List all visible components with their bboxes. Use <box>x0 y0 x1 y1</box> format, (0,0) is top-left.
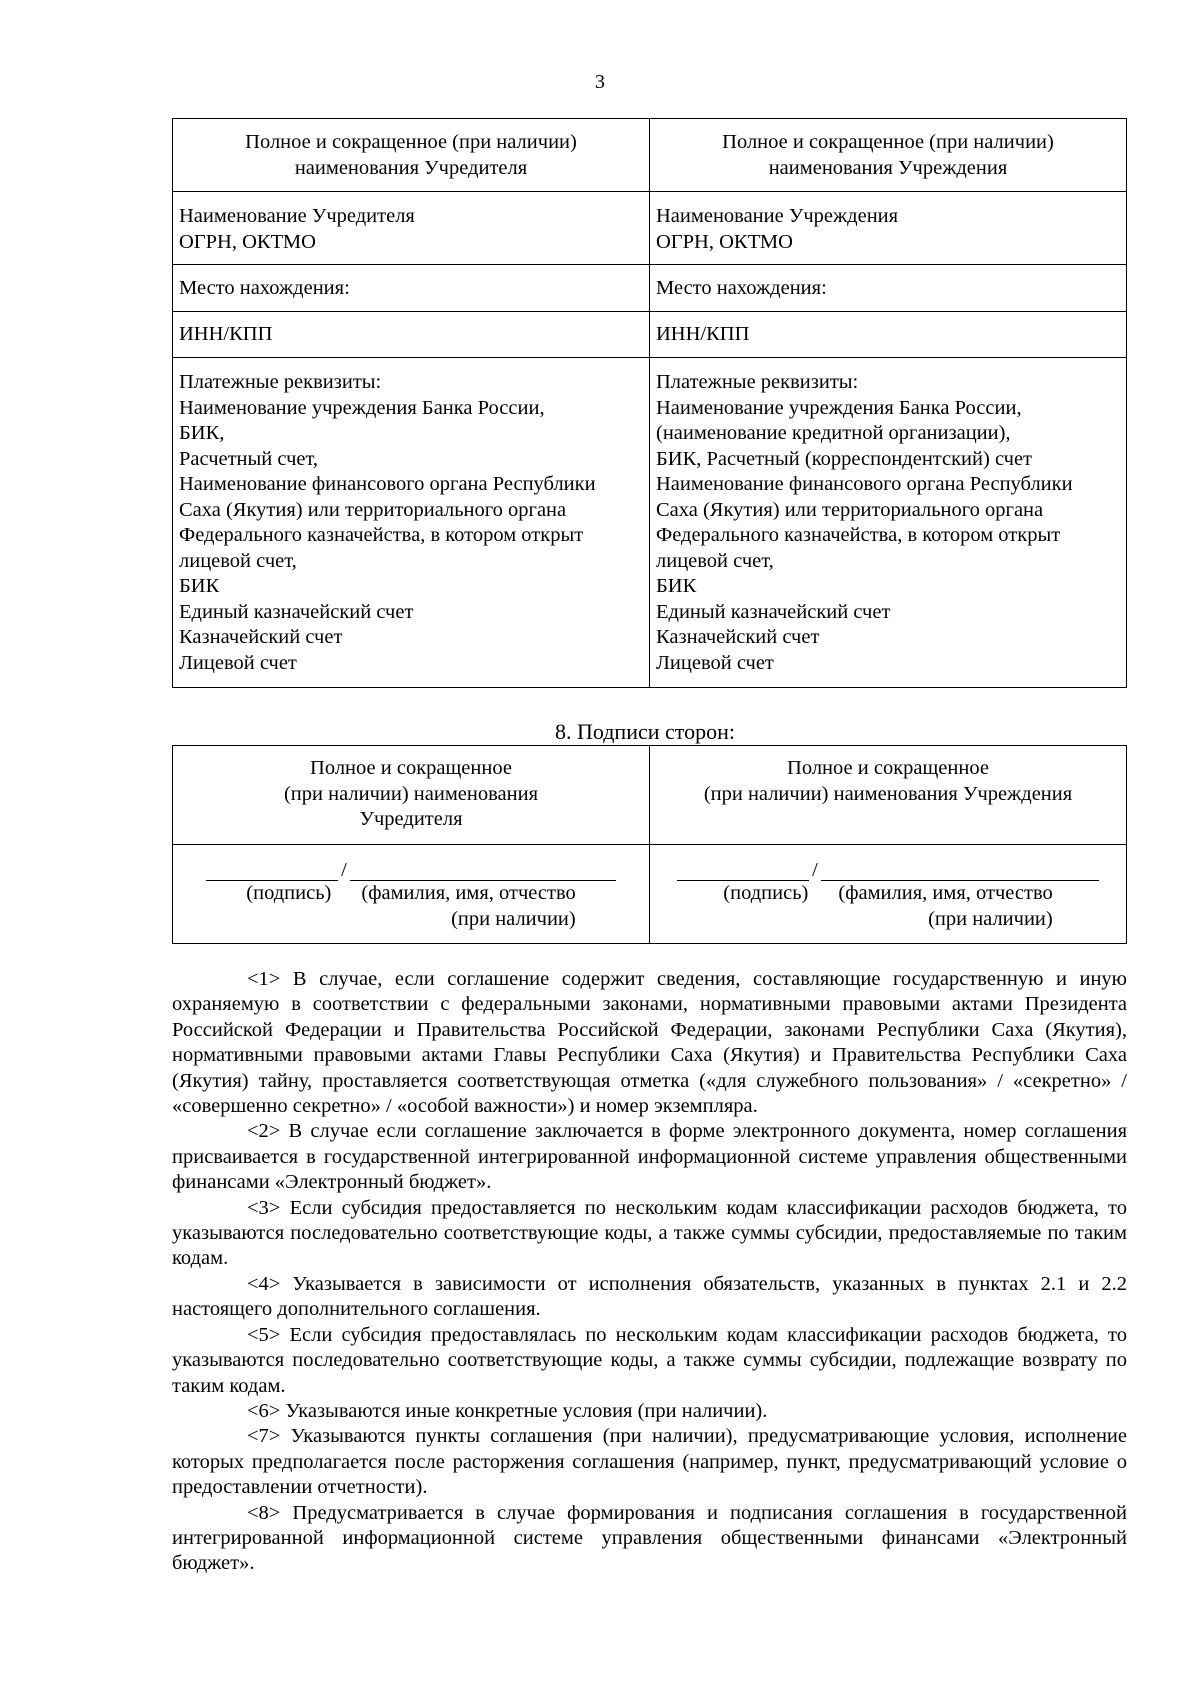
full-name-caption <box>361 881 575 932</box>
founder-signature-line <box>179 855 643 881</box>
institution-payment-cell <box>650 358 1127 688</box>
full-name-caption-line: (при наличии) <box>928 907 1053 930</box>
institution-signature-cell <box>650 845 1127 944</box>
institution-header-cell <box>650 119 1127 192</box>
requisites-inn-row <box>173 312 1127 358</box>
signature-slash: / <box>812 859 818 881</box>
founder-signature-header-line: Полное и сокращенное <box>310 757 512 779</box>
payment-line: Платежные реквизиты: <box>179 371 382 393</box>
founder-name-cell <box>173 192 650 265</box>
payment-line: Платежные реквизиты: <box>656 371 859 393</box>
founder-signature-captions <box>179 881 643 932</box>
institution-ogrn-line: ОГРН, ОКТМО <box>656 230 793 253</box>
footnote-3: <3> Если субсидия предоставляется по нескольким кодам классификации расходов бюджета, то указываются последовательно соответствующие коды, а также суммы субсидии, предоставляемые по таким кодам. <box>172 1196 1127 1270</box>
payment-line: Казначейский счет <box>656 626 820 648</box>
payment-line: Федерального казначейства, в котором открыт <box>179 524 584 546</box>
footnote-4: <4> Указывается в зависимости от исполнения обязательств, указанных в пунктах 2.1 и 2.2 настоящего дополнительного соглашения. <box>172 1272 1127 1321</box>
institution-header-line: наименования Учреждения <box>768 156 1008 179</box>
institution-signature-captions <box>656 881 1120 932</box>
requisites-header-row <box>173 119 1127 192</box>
payment-line: Казначейский счет <box>179 626 343 648</box>
page-number: 3 <box>595 71 605 93</box>
founder-inn-cell: ИНН/КПП <box>173 312 650 358</box>
institution-name-line: Наименование Учреждения <box>656 205 899 227</box>
institution-name-cell <box>650 192 1127 265</box>
full-name-caption <box>838 881 1052 932</box>
payment-line: Единый казначейский счет <box>656 600 891 623</box>
payment-line: Саха (Якутия) или территориального органа <box>179 498 567 521</box>
institution-inn-cell: ИНН/КПП <box>650 312 1127 358</box>
institution-signature-header <box>650 746 1127 845</box>
requisites-payment-row <box>173 358 1127 688</box>
signatures-table <box>172 745 1127 944</box>
footnote-8: <8> Предусматривается в случае формирования и подписания соглашения в государственной интегрированной информационной системе управления общественными финансами «Электронный бюджет». <box>172 1501 1127 1575</box>
full-name-caption-line: (при наличии) <box>451 907 576 930</box>
full-name-caption-line: (фамилия, имя, отчество <box>361 882 576 904</box>
payment-line: Наименование учреждения Банка России, <box>179 396 545 419</box>
founder-header-cell <box>173 119 650 192</box>
requisites-table <box>172 118 1127 688</box>
signature-slash: / <box>341 859 347 881</box>
founder-signature-header-line: Учредителя <box>359 808 463 830</box>
payment-line: (наименование кредитной организации), <box>656 422 1011 444</box>
signature-underline <box>677 860 809 881</box>
founder-name-line: Наименование Учредителя <box>179 205 415 227</box>
full-name-underline <box>350 860 616 881</box>
payment-line: Саха (Якутия) или территориального органа <box>656 498 1044 521</box>
payment-line: Единый казначейский счет <box>179 600 414 623</box>
signatures-header-row <box>173 746 1127 845</box>
full-name-underline <box>821 860 1099 881</box>
payment-line: Федерального казначейства, в котором открыт <box>656 524 1061 546</box>
institution-signature-line <box>656 855 1120 881</box>
founder-header-line: наименования Учредителя <box>294 156 528 179</box>
payment-line: Лицевой счет <box>656 651 774 674</box>
payment-line: БИК <box>656 575 697 597</box>
institution-signature-header-line: Полное и сокращенное <box>787 757 989 779</box>
requisites-name-row <box>173 192 1127 265</box>
founder-header-line: Полное и сокращенное (при наличии) <box>245 131 577 153</box>
signatures-section-title: 8. Подписи сторон: <box>554 719 735 744</box>
payment-line: Наименование учреждения Банка России, <box>656 396 1022 419</box>
payment-line: БИК <box>179 575 220 597</box>
founder-signature-cell <box>173 845 650 944</box>
founder-signature-header <box>173 746 650 845</box>
signature-caption: (подпись) <box>723 882 809 904</box>
payment-line: БИК, Расчетный (корреспондентский) счет <box>656 447 1033 470</box>
signatures-sign-row <box>173 845 1127 944</box>
payment-line: Наименование финансового органа Республики <box>179 473 596 495</box>
requisites-location-row <box>173 265 1127 312</box>
signature-underline <box>206 860 338 881</box>
footnote-6: <6> Указываются иные конкретные условия (при наличии). <box>247 1399 768 1422</box>
payment-line: лицевой счет, <box>179 549 297 572</box>
institution-signature-header-line: (при наличии) наименования Учреждения <box>703 782 1073 805</box>
institution-header-line: Полное и сокращенное (при наличии) <box>722 131 1054 153</box>
footnote-1: <1> В случае, если соглашение содержит сведения, составляющие государственную и иную охраняемую в соответствии с федеральными законами, нормативными правовыми актами Президента Российской Федерации и Правительства Российской Федерации, законами Республики Саха (Якутия), нормативными правовыми актами Главы Республики Саха (Якутия) и Правительства Республики Саха (Якутия) тайну, проставляется соответствующая отметка («для служебного пользования» / «секретно» / «совершенно секретно» / «особой важности») и номер экземпляра. <box>172 968 1127 1118</box>
founder-location-cell: Место нахождения: <box>173 265 650 312</box>
payment-line: Лицевой счет <box>179 651 297 674</box>
founder-ogrn-line: ОГРН, ОКТМО <box>179 230 316 253</box>
full-name-caption-line: (фамилия, имя, отчество <box>838 882 1053 904</box>
institution-location-cell: Место нахождения: <box>650 265 1127 312</box>
footnote-2: <2> В случае если соглашение заключается в форме электронного документа, номер соглашения присваивается в государственной интегрированной информационной системе управления общественными финансами «Электронный бюджет». <box>172 1120 1127 1194</box>
payment-line: лицевой счет, <box>656 549 774 572</box>
footnote-7: <7> Указываются пункты соглашения (при наличии), предусматривающие условия, исполнение которых предполагается после расторжения соглашения (например, пункт, предусматривающий условие о предоставлении отчетности). <box>172 1425 1127 1499</box>
payment-line: БИК, <box>179 422 225 444</box>
founder-payment-cell <box>173 358 650 688</box>
founder-signature-header-line: (при наличии) наименования <box>283 782 538 805</box>
signature-caption: (подпись) <box>246 882 332 904</box>
footnotes <box>172 967 1127 1577</box>
payment-line: Наименование финансового органа Республики <box>656 473 1073 495</box>
payment-line: Расчетный счет, <box>179 447 319 470</box>
footnote-5: <5> Если субсидия предоставлялась по нескольким кодам классификации расходов бюджета, то указываются последовательно соответствующие коды, а также суммы субсидии, подлежащие возврату по таким кодам. <box>172 1323 1127 1397</box>
